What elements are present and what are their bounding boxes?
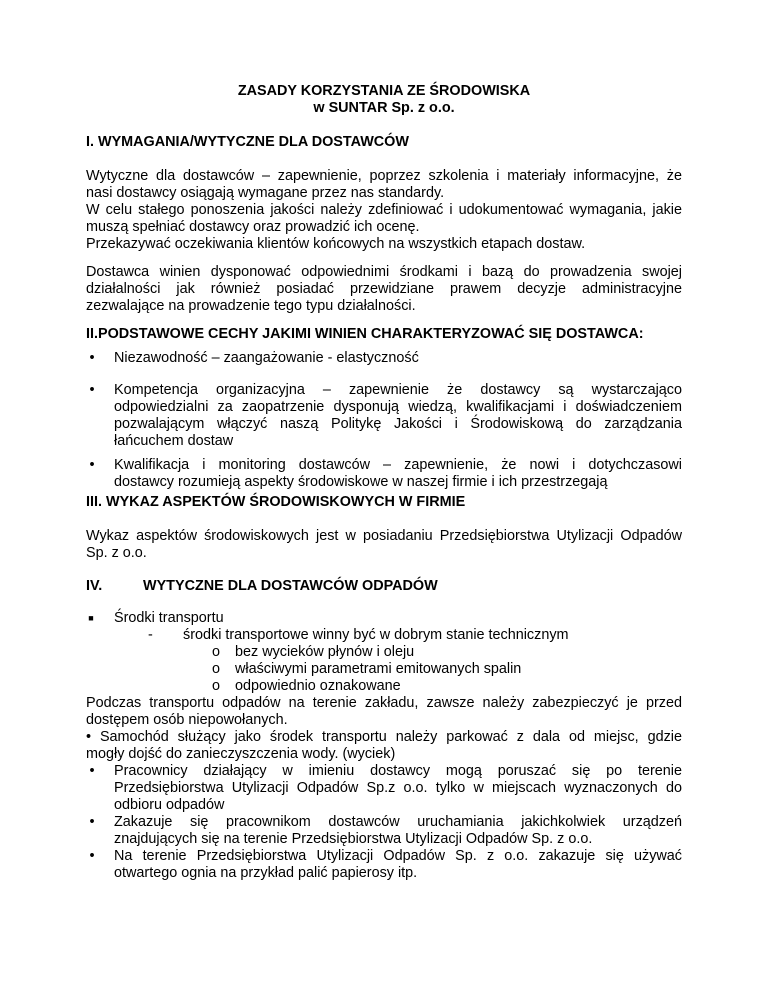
transport-label: Środki transportu	[114, 610, 224, 626]
section-4-heading: WYTYCZNE DLA DOSTAWCÓW ODPADÓW	[143, 578, 438, 594]
bullet-dot: •	[89, 814, 95, 830]
document-title	[86, 83, 682, 117]
section-1-paragraph-1: Wytyczne dla dostawców – zapewnienie, poprzez szkolenia i materiały informacyjne, że nasi dostawcy osiągają wymagane przez nas standardy. W celu stałego ponoszenia jakości należy zdefiniować i udokumentować wymagania, jakie muszą spełniać dostawcy oraz prowadzić ich ocenę. Przekazywać oczekiwania klientów końcowych na wszystkich etapach dostaw.	[86, 168, 682, 252]
title-line-2: w SUNTAR Sp. z o.o.	[313, 100, 455, 116]
section-1-heading: I. WYMAGANIA/WYTYCZNE DLA DOSTAWCÓW	[86, 134, 409, 150]
bullet-dot: •	[89, 763, 95, 779]
section-3-paragraph: Wykaz aspektów środowiskowych jest w posiadaniu Przedsiębiorstwa Utylizacji Odpadów Sp. z o.o.	[86, 528, 682, 561]
bullet-dot: •	[89, 350, 95, 366]
sub-item-3: odpowiednio oznakowane	[235, 678, 401, 694]
bullet-dot: •	[89, 457, 95, 473]
bullet-dot: •	[89, 382, 95, 398]
circle-bullet: o	[212, 661, 221, 677]
transport-dash-item: środki transportowe winny być w dobrym stanie technicznym	[183, 627, 569, 643]
sub-item-2: właściwymi parametrami emitowanych spalin	[235, 661, 522, 677]
circle-bullet: o	[212, 678, 221, 694]
section-4-paragraph-2: • Samochód służący jako środek transportu należy parkować z dala od miejsc, gdzie mogły dojść do zanieczyszczenia wody. (wyciek)	[86, 729, 682, 762]
section-4-heading-number: IV.	[86, 578, 103, 594]
bullet-dot: •	[89, 848, 95, 864]
circle-bullet: o	[212, 644, 221, 660]
title-line-1: ZASADY KORZYSTANIA ZE ŚRODOWISKA	[237, 83, 531, 99]
section-2-heading: II.PODSTAWOWE CECHY JAKIMI WINIEN CHARAKTERYZOWAĆ SIĘ DOSTAWCA:	[86, 326, 644, 342]
square-bullet-icon: ■	[88, 613, 94, 623]
section-3-heading: III. WYKAZ ASPEKTÓW ŚRODOWISKOWYCH W FIRMIE	[86, 494, 466, 510]
section-1-paragraph-2: Dostawca winien dysponować odpowiednimi środkami i bazą do prowadzenia swojej działalności jak również posiadać przewidziane prawem decyzje administracyjne zezwalające na prowadzenie tego typu działalności.	[86, 264, 682, 314]
section-4-paragraph-1: Podczas transportu odpadów na terenie zakładu, zawsze należy zabezpieczyć je przed dostępem osób niepowołanych.	[86, 695, 682, 728]
sub-item-1: bez wycieków płynów i oleju	[235, 644, 415, 660]
dash-bullet: -	[148, 627, 153, 643]
